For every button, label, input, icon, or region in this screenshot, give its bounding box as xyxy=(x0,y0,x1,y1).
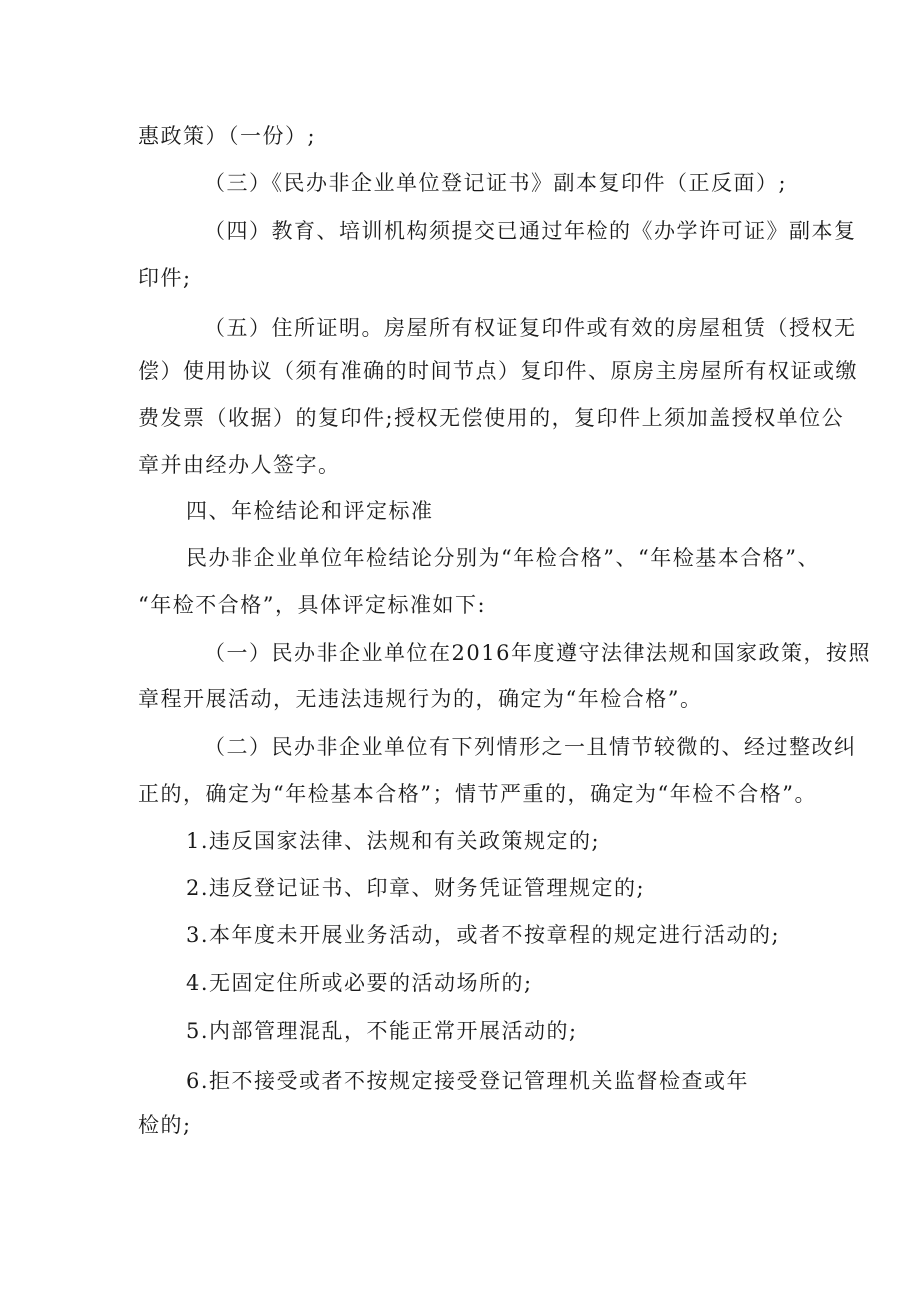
list-item: 1.违反国家法律、法规和有关政策规定的; xyxy=(186,829,601,853)
list-item: 2.违反登记证书、印章、财务凭证管理规定的; xyxy=(186,876,646,900)
text-line: 章程开展活动，无违法违规行为的，确定为“年检合格”。 xyxy=(138,687,703,711)
text-line: 印件; xyxy=(138,266,192,290)
text-line: （一）民办非企业单位在2016年度遵守法律法规和国家政策，按照 xyxy=(204,641,871,665)
list-item: 4.无固定住所或必要的活动场所的; xyxy=(186,971,533,995)
list-item: 5.内部管理混乱，不能正常开展活动的; xyxy=(186,1019,578,1043)
text-line: （五）住所证明。房屋所有权证复印件或有效的房屋租赁（授权无 xyxy=(204,316,857,340)
text-line: （三）《民办非企业单位登记证书》副本复印件（正反面）; xyxy=(204,171,788,195)
text-line: 检的; xyxy=(138,1113,192,1137)
text-line: 章并由经办人签字。 xyxy=(138,453,341,477)
list-item: 6.拒不接受或者不按规定接受登记管理机关监督检查或年 xyxy=(186,1069,750,1093)
list-item: 3.本年度未开展业务活动，或者不按章程的规定进行活动的; xyxy=(186,923,781,947)
text-line: 费发票（收据）的复印件;授权无偿使用的，复印件上须加盖授权单位公 xyxy=(138,406,845,430)
text-line: 偿）使用协议（须有准确的时间节点）复印件、原房主房屋所有权证或缴 xyxy=(138,359,858,383)
text-line: 正的，确定为“年检基本合格”；情节严重的，确定为“年检不合格”。 xyxy=(138,782,817,806)
text-line: （二）民办非企业单位有下列情形之一且情节较微的、经过整改纠 xyxy=(204,735,857,759)
text-line: “年检不合格”，具体评定标准如下: xyxy=(138,593,487,617)
text-line: 民办非企业单位年检结论分别为“年检合格”、“年检基本合格”、 xyxy=(186,546,820,570)
text-line: 惠政策）（一份）; xyxy=(138,124,317,148)
text-line: （四）教育、培训机构须提交已通过年检的《办学许可证》副本复 xyxy=(204,219,857,243)
section-heading: 四、年检结论和评定标准 xyxy=(186,499,434,523)
